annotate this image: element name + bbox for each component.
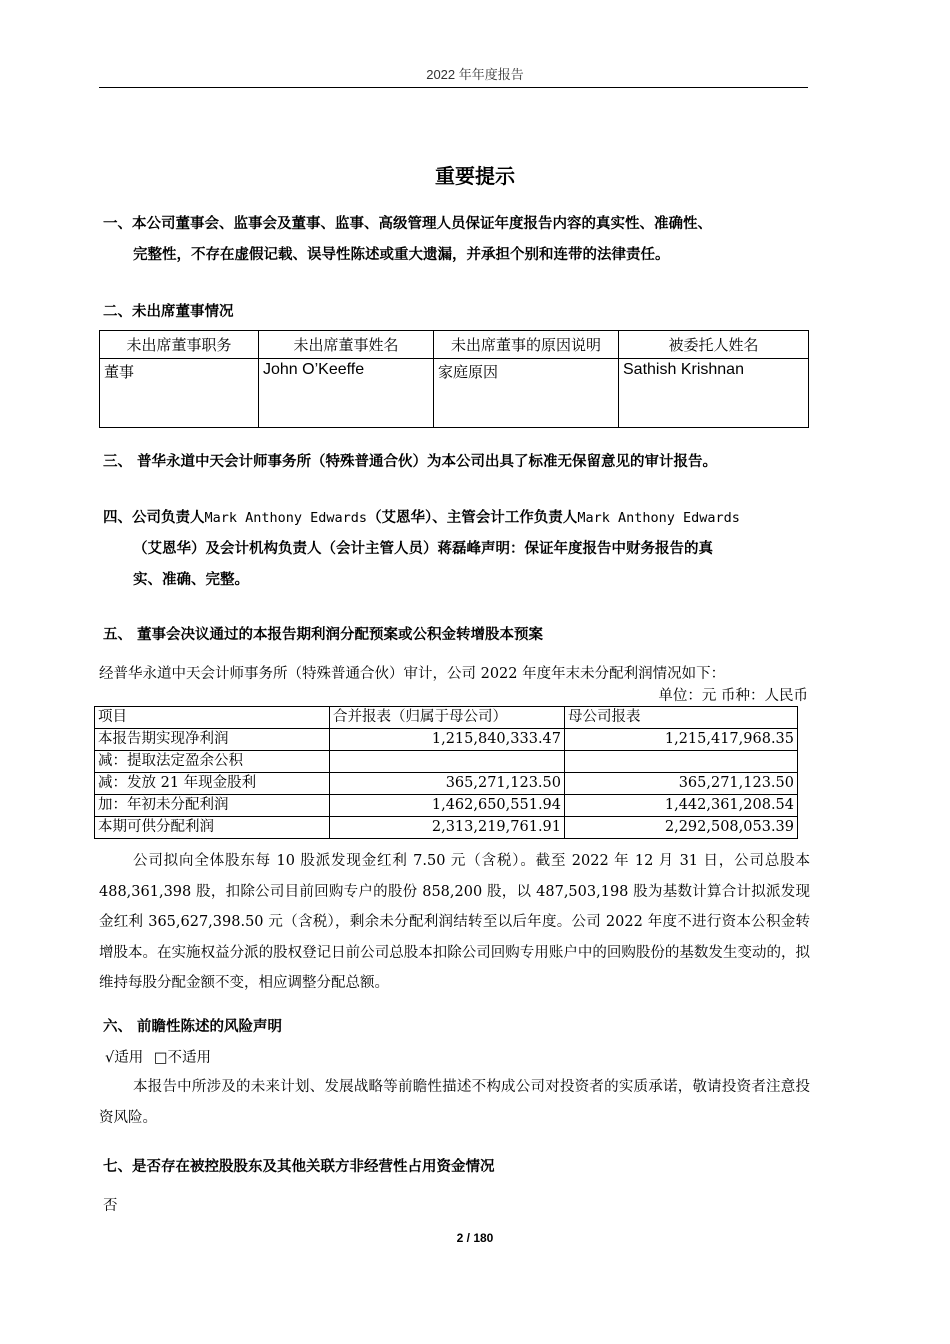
applicability-checkboxes — [105, 1046, 217, 1067]
consolidated-value: 1,215,840,333.47 — [330, 729, 565, 751]
paragraph-text: 本报告中所涉及的未来计划、发展战略等前瞻性描述不构成公司对投资者的实质承诺，敬请投资者注意投资风险。 — [99, 1079, 810, 1126]
section-3: 三、 普华永道中天会计师事务所（特殊普通合伙）为本公司出具了标准无保留意见的审计报告。 — [103, 454, 718, 470]
risk-paragraph — [99, 1072, 810, 1133]
table-header-row — [100, 331, 809, 359]
parent-value — [565, 751, 798, 773]
table-cell: 董事 — [100, 359, 259, 428]
page-title: 重要提示 — [435, 164, 515, 188]
section-1 — [103, 209, 813, 271]
section-7-answer: 否 — [103, 1198, 118, 1214]
profit-distribution-table — [94, 706, 798, 839]
consolidated-value: 2,313,219,761.91 — [330, 817, 565, 839]
row-label: 加：年初未分配利润 — [95, 795, 330, 817]
column-header: 合并报表（归属于母公司） — [330, 707, 565, 729]
row-label: 减：发放 21 年现金股利 — [95, 773, 330, 795]
page-number: 2 / 180 — [456, 1231, 494, 1245]
table-row — [100, 359, 809, 428]
column-header: 未出席董事姓名 — [259, 331, 434, 359]
row-label: 本报告期实现净利润 — [95, 729, 330, 751]
unit-label: 单位：元 币种：人民币 — [658, 688, 808, 704]
row-label: 本期可供分配利润 — [95, 817, 330, 839]
column-header: 项目 — [95, 707, 330, 729]
section-2-heading: 二、未出席董事情况 — [103, 304, 234, 320]
column-header: 未出席董事职务 — [100, 331, 259, 359]
column-header: 母公司报表 — [565, 707, 798, 729]
text-run: （艾恩华）、主管会计工作负责人 — [367, 510, 578, 526]
parent-value: 2,292,508,053.39 — [565, 817, 798, 839]
table-row — [95, 729, 798, 751]
section-5-intro: 经普华永道中天会计师事务所（特殊普通合伙）审计，公司 2022 年度年末未分配利润情况如下： — [99, 666, 726, 682]
text-run: 四、公司负责人 — [103, 510, 205, 526]
parent-value: 1,442,361,208.54 — [565, 795, 798, 817]
applicable-checkbox: √适用 — [105, 1050, 144, 1066]
row-label: 减：提取法定盈余公积 — [95, 751, 330, 773]
section-7-heading: 七、是否存在被控股股东及其他关联方非经营性占用资金情况 — [103, 1159, 495, 1175]
consolidated-value — [330, 751, 565, 773]
person-name: Mark Anthony Edwards — [577, 510, 740, 526]
table-cell: Sathish Krishnan — [619, 359, 809, 428]
parent-value: 365,271,123.50 — [565, 773, 798, 795]
absent-directors-table — [99, 330, 809, 428]
table-row — [95, 795, 798, 817]
consolidated-value: 1,462,650,551.94 — [330, 795, 565, 817]
section-1-line-2: 完整性，不存在虚假记载、误导性陈述或重大遗漏，并承担个别和连带的法律责任。 — [133, 247, 670, 263]
table-row — [95, 773, 798, 795]
person-name: Mark Anthony Edwards — [204, 510, 368, 526]
table-header-row — [95, 707, 798, 729]
section-4-line-1 — [103, 503, 813, 534]
column-header: 被委托人姓名 — [619, 331, 809, 359]
section-4 — [103, 503, 813, 596]
running-header: 2022 年年度报告 — [426, 67, 524, 82]
consolidated-value: 365,271,123.50 — [330, 773, 565, 795]
table-row — [95, 817, 798, 839]
table-row — [95, 751, 798, 773]
column-header: 未出席董事的原因说明 — [434, 331, 619, 359]
header-rule — [99, 87, 808, 88]
parent-value: 1,215,417,968.35 — [565, 729, 798, 751]
dividend-paragraph — [99, 846, 810, 999]
section-6-heading: 六、 前瞻性陈述的风险声明 — [103, 1019, 283, 1035]
table-cell: 家庭原因 — [434, 359, 619, 428]
section-4-line-2: （艾恩华）及会计机构负责人（会计主管人员）蒋磊峰声明：保证年度报告中财务报告的真 — [133, 541, 713, 557]
table-cell: John O’Keeffe — [259, 359, 434, 428]
section-5-heading: 五、 董事会决议通过的本报告期利润分配预案或公积金转增股本预案 — [103, 627, 544, 643]
section-4-line-3: 实、准确、完整。 — [133, 572, 249, 588]
section-1-line-1: 一、本公司董事会、监事会及董事、监事、高级管理人员保证年度报告内容的真实性、准确性、 — [103, 216, 712, 232]
not-applicable-checkbox: □不适用 — [153, 1050, 212, 1066]
paragraph-text: 公司拟向全体股东每 10 股派发现金红利 7.50 元（含税）。截至 2022 年 12 月 31 日，公司总股本 488,361,398 股，扣除公司目前回购专户的股份 858,200 股，以 487,503,198 股为基数计算合计拟派发现金红利 365,627,398.50 元（含税），剩余未分配利润结转至以后年度。公司 2022 年度不进行资本公积金转增股本。在实施权益分派的股权登记日前公司总股本扣除公司回购专用账户中的回购股份的基数发生变动的，拟维持每股分配金额不变，相应调整分配总额。 — [99, 853, 810, 991]
